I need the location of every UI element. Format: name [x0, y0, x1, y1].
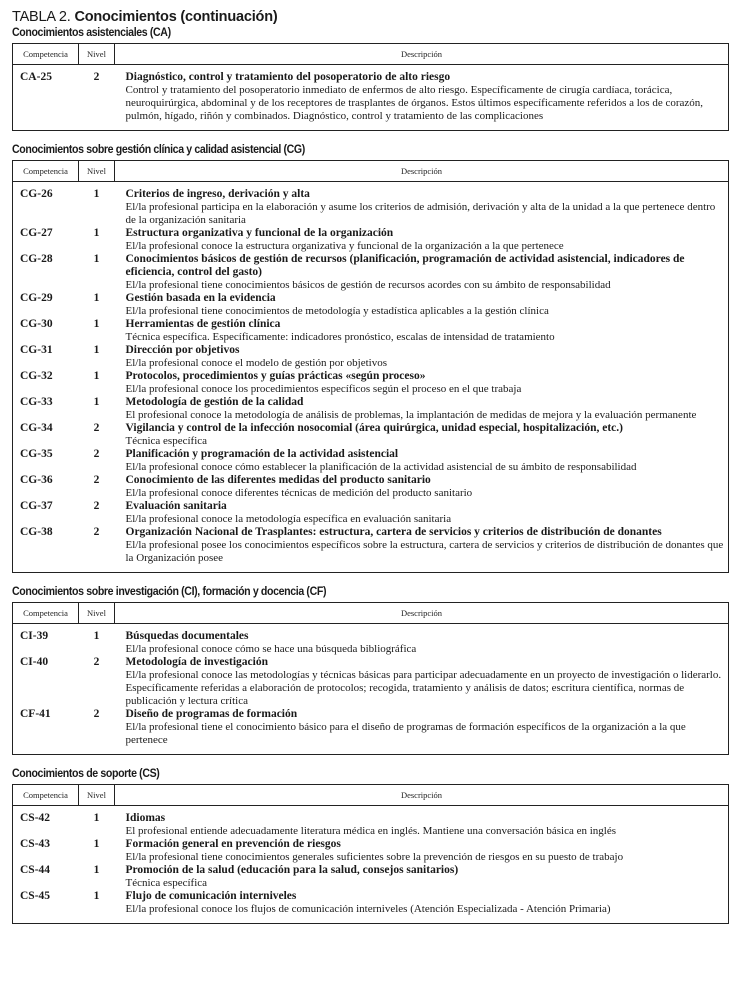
- competency-level: 2: [93, 708, 100, 720]
- table-header-row: [13, 785, 729, 806]
- competency-description: [115, 65, 729, 131]
- competency-text: El/la profesional conoce la metodología específica en evaluación sanitaria: [125, 513, 452, 525]
- column-header-descripcion: Descripción: [115, 603, 729, 624]
- section-block: [12, 26, 730, 131]
- competency-table: [12, 43, 729, 131]
- competency-code: CI-40: [20, 656, 49, 668]
- competency-level: 1: [93, 227, 100, 239]
- competency-code: CS-43: [20, 838, 51, 850]
- competency-title: Vigilancia y control de la infección nosocomial (área quirúrgica, unidad especial, hospitalización, etc.): [125, 422, 623, 434]
- table-row: [13, 396, 729, 422]
- competency-code: CG-38: [20, 526, 53, 538]
- competency-level: 2: [93, 71, 100, 83]
- competency-description: [115, 370, 729, 396]
- competency-text: El/la profesional tiene conocimientos de metodología y estadística aplicables a la gestión clínica: [125, 305, 549, 317]
- competency-title: Evaluación sanitaria: [125, 500, 227, 512]
- column-header-nivel: Nivel: [79, 44, 115, 65]
- competency-title: Protocolos, procedimientos y guías prácticas «según proceso»: [125, 370, 426, 382]
- column-header-descripcion: Descripción: [115, 44, 729, 65]
- competency-text: El/la profesional conoce el modelo de gestión por objetivos: [125, 357, 387, 369]
- competency-description: [115, 838, 729, 864]
- competency-code: CS-45: [20, 890, 51, 902]
- competency-title: Conocimientos básicos de gestión de recursos (planificación, programación de actividad asistencial, indicadores de eficiencia, control del gasto): [125, 253, 685, 278]
- competency-text: El/la profesional conoce los flujos de comunicación interniveles (Atención Especializada - Atención Primaria): [125, 903, 611, 915]
- competency-text: El/la profesional tiene conocimientos básicos de gestión de recursos acordes con su ámbito de responsabilidad: [125, 279, 611, 291]
- competency-table: [12, 602, 729, 755]
- competency-title: Diagnóstico, control y tratamiento del posoperatorio de alto riesgo: [125, 71, 451, 83]
- column-header-competencia: Competencia: [13, 785, 79, 806]
- competency-text: El/la profesional conoce los procedimientos específicos según el proceso en el que trabaja: [125, 383, 522, 395]
- competency-code: CS-42: [20, 812, 51, 824]
- competency-description: [115, 422, 729, 448]
- document-page: [12, 8, 730, 936]
- competency-title: Promoción de la salud (educación para la salud, consejos sanitarios): [125, 864, 459, 876]
- competency-text: Técnica específica. Específicamente: indicadores pronóstico, escalas de intensidad de tratamiento: [125, 331, 555, 343]
- competency-description: [115, 806, 729, 839]
- table-row: [13, 448, 729, 474]
- competency-code: CG-29: [20, 292, 53, 304]
- table-title-main: Conocimientos (continuación): [74, 9, 278, 25]
- competency-level: 1: [93, 890, 100, 902]
- section-title: Conocimientos asistenciales (CA): [12, 27, 171, 39]
- competency-text: El/la profesional tiene conocimientos generales suficientes sobre la prevención de riesgos en su puesto de trabajo: [125, 851, 624, 863]
- competency-title: Planificación y programación de la actividad asistencial: [125, 448, 399, 460]
- competency-title: Organización Nacional de Trasplantes: estructura, cartera de servicios y criterios de distribución de donantes: [125, 526, 662, 538]
- table-row: [13, 890, 729, 924]
- competency-code: CA-25: [20, 71, 52, 83]
- competency-description: [115, 227, 729, 253]
- competency-level: 1: [93, 344, 100, 356]
- competency-code: CF-41: [20, 708, 51, 720]
- competency-description: [115, 344, 729, 370]
- competency-code: CG-31: [20, 344, 53, 356]
- competency-description: [115, 253, 729, 292]
- section-block: [12, 585, 730, 755]
- table-header-row: [13, 603, 729, 624]
- competency-title: Conocimiento de las diferentes medidas del producto sanitario: [125, 474, 431, 486]
- competency-text: Técnica específica: [125, 435, 208, 447]
- competency-description: [115, 500, 729, 526]
- competency-level: 2: [93, 656, 100, 668]
- competency-description: [115, 526, 729, 573]
- competency-code: CG-35: [20, 448, 53, 460]
- competency-code: CG-36: [20, 474, 53, 486]
- competency-description: [115, 864, 729, 890]
- competency-table: [12, 784, 729, 924]
- table-header-row: [13, 44, 729, 65]
- competency-level: 1: [93, 370, 100, 382]
- competency-level: 2: [93, 422, 100, 434]
- table-row: [13, 526, 729, 573]
- competency-title: Diseño de programas de formación: [125, 708, 298, 720]
- competency-description: [115, 656, 729, 708]
- competency-level: 1: [93, 292, 100, 304]
- table-title-prefix: TABLA 2.: [12, 9, 71, 25]
- table-row: [13, 500, 729, 526]
- competency-title: Idiomas: [125, 812, 166, 824]
- competency-code: CG-30: [20, 318, 53, 330]
- competency-level: 1: [93, 253, 100, 265]
- competency-level: 2: [93, 526, 100, 538]
- competency-text: El/la profesional posee los conocimientos específicos sobre la estructura, cartera de servicios y criterios de distribución de donantes que la Organización posee: [125, 539, 724, 564]
- competency-title: Estructura organizativa y funcional de la organización: [125, 227, 394, 239]
- competency-level: 1: [93, 188, 100, 200]
- section-title: Conocimientos sobre investigación (CI), formación y docencia (CF): [12, 586, 327, 598]
- competency-text: El/la profesional conoce diferentes técnicas de medición del producto sanitario: [125, 487, 473, 499]
- competency-level: 2: [93, 448, 100, 460]
- competency-title: Gestión basada en la evidencia: [125, 292, 276, 304]
- competency-level: 1: [93, 864, 100, 876]
- table-row: [13, 656, 729, 708]
- competency-level: 2: [93, 474, 100, 486]
- competency-title: Metodología de investigación: [125, 656, 268, 668]
- competency-description: [115, 474, 729, 500]
- table-header-row: [13, 161, 729, 182]
- column-header-competencia: Competencia: [13, 44, 79, 65]
- competency-description: [115, 624, 729, 657]
- competency-level: 1: [93, 396, 100, 408]
- competency-description: [115, 396, 729, 422]
- competency-title: Metodología de gestión de la calidad: [125, 396, 304, 408]
- column-header-descripcion: Descripción: [115, 161, 729, 182]
- table-row: [13, 344, 729, 370]
- table-row: [13, 318, 729, 344]
- competency-description: [115, 182, 729, 228]
- competency-title: Flujo de comunicación interniveles: [125, 890, 297, 902]
- section-block: [12, 767, 730, 924]
- competency-text: Técnica específica: [125, 877, 208, 889]
- competency-text: El/la profesional conoce la estructura organizativa y funcional de la organización a la que pertenece: [125, 240, 564, 252]
- competency-code: CG-33: [20, 396, 53, 408]
- competency-text: El profesional conoce la metodología de análisis de problemas, la implantación de medidas de mejora y la evaluación permanente: [125, 409, 697, 421]
- competency-code: CG-32: [20, 370, 53, 382]
- competency-text: El/la profesional participa en la elaboración y asume los criterios de admisión, derivación y alta de la unidad a la que pertenece dentro de la organización sanitaria: [125, 201, 716, 226]
- table-title: [12, 8, 730, 26]
- competency-description: [115, 708, 729, 755]
- competency-code: CG-27: [20, 227, 53, 239]
- table-row: [13, 708, 729, 755]
- competency-level: 1: [93, 812, 100, 824]
- table-body: [13, 806, 729, 924]
- competency-level: 2: [93, 500, 100, 512]
- table-row: [13, 227, 729, 253]
- table-row: [13, 253, 729, 292]
- section-block: [12, 143, 730, 573]
- competency-level: 1: [93, 838, 100, 850]
- column-header-nivel: Nivel: [79, 161, 115, 182]
- column-header-competencia: Competencia: [13, 603, 79, 624]
- table-row: [13, 624, 729, 657]
- competency-code: CS-44: [20, 864, 51, 876]
- competency-table: [12, 160, 729, 573]
- table-body: [13, 182, 729, 573]
- competency-text: El/la profesional conoce cómo se hace una búsqueda bibliográfica: [125, 643, 417, 655]
- table-row: [13, 422, 729, 448]
- competency-level: 1: [93, 318, 100, 330]
- competency-description: [115, 448, 729, 474]
- column-header-nivel: Nivel: [79, 603, 115, 624]
- competency-text: Control y tratamiento del posoperatorio inmediato de enfermos de alto riesgo. Específicamente de cirugía cardíaca, torácica, neuroquirúrgica, abdominal y de los receptores de trasplantes de órganos. Estos últimos específicamente referidos a los de corazón, pulmón, hígado, riñón y combinados. Diagnóstico, control y tratamiento de las complicaciones: [125, 84, 704, 122]
- table-row: [13, 292, 729, 318]
- competency-title: Búsquedas documentales: [125, 630, 249, 642]
- competency-description: [115, 890, 729, 924]
- sections-container: [12, 26, 730, 924]
- competency-code: CI-39: [20, 630, 49, 642]
- competency-text: El/la profesional conoce cómo establecer la planificación de la actividad asistencial de su ámbito de responsabilidad: [125, 461, 637, 473]
- competency-description: [115, 318, 729, 344]
- competency-title: Formación general en prevención de riesgos: [125, 838, 341, 850]
- competency-title: Herramientas de gestión clínica: [125, 318, 281, 330]
- competency-code: CG-37: [20, 500, 53, 512]
- table-row: [13, 838, 729, 864]
- table-body: [13, 624, 729, 755]
- table-row: [13, 65, 729, 131]
- table-row: [13, 864, 729, 890]
- table-row: [13, 806, 729, 839]
- competency-code: CG-26: [20, 188, 53, 200]
- section-title: Conocimientos de soporte (CS): [12, 768, 160, 780]
- competency-title: Dirección por objetivos: [125, 344, 240, 356]
- competency-text: El/la profesional tiene el conocimiento básico para el diseño de programas de formación específicos de la organización a la que pertenece: [125, 721, 686, 746]
- competency-text: El profesional entiende adecuadamente literatura médica en inglés. Mantiene una conversación básica en inglés: [125, 825, 617, 837]
- competency-text: El/la profesional conoce las metodologías y técnicas básicas para participar adecuadamente en un proyecto de investigación o liderarlo. Específicamente referidas a elaboración de protocolos; recogida, tratamiento y análisis de datos; escritura científica, normas de publicación y lectura crítica: [125, 669, 722, 707]
- competency-code: CG-34: [20, 422, 53, 434]
- competency-level: 1: [93, 630, 100, 642]
- competency-description: [115, 292, 729, 318]
- column-header-competencia: Competencia: [13, 161, 79, 182]
- competency-code: CG-28: [20, 253, 53, 265]
- table-body: [13, 65, 729, 131]
- table-row: [13, 182, 729, 228]
- table-row: [13, 370, 729, 396]
- competency-title: Criterios de ingreso, derivación y alta: [125, 188, 310, 200]
- column-header-nivel: Nivel: [79, 785, 115, 806]
- section-title: Conocimientos sobre gestión clínica y calidad asistencial (CG): [12, 144, 305, 156]
- table-row: [13, 474, 729, 500]
- column-header-descripcion: Descripción: [115, 785, 729, 806]
